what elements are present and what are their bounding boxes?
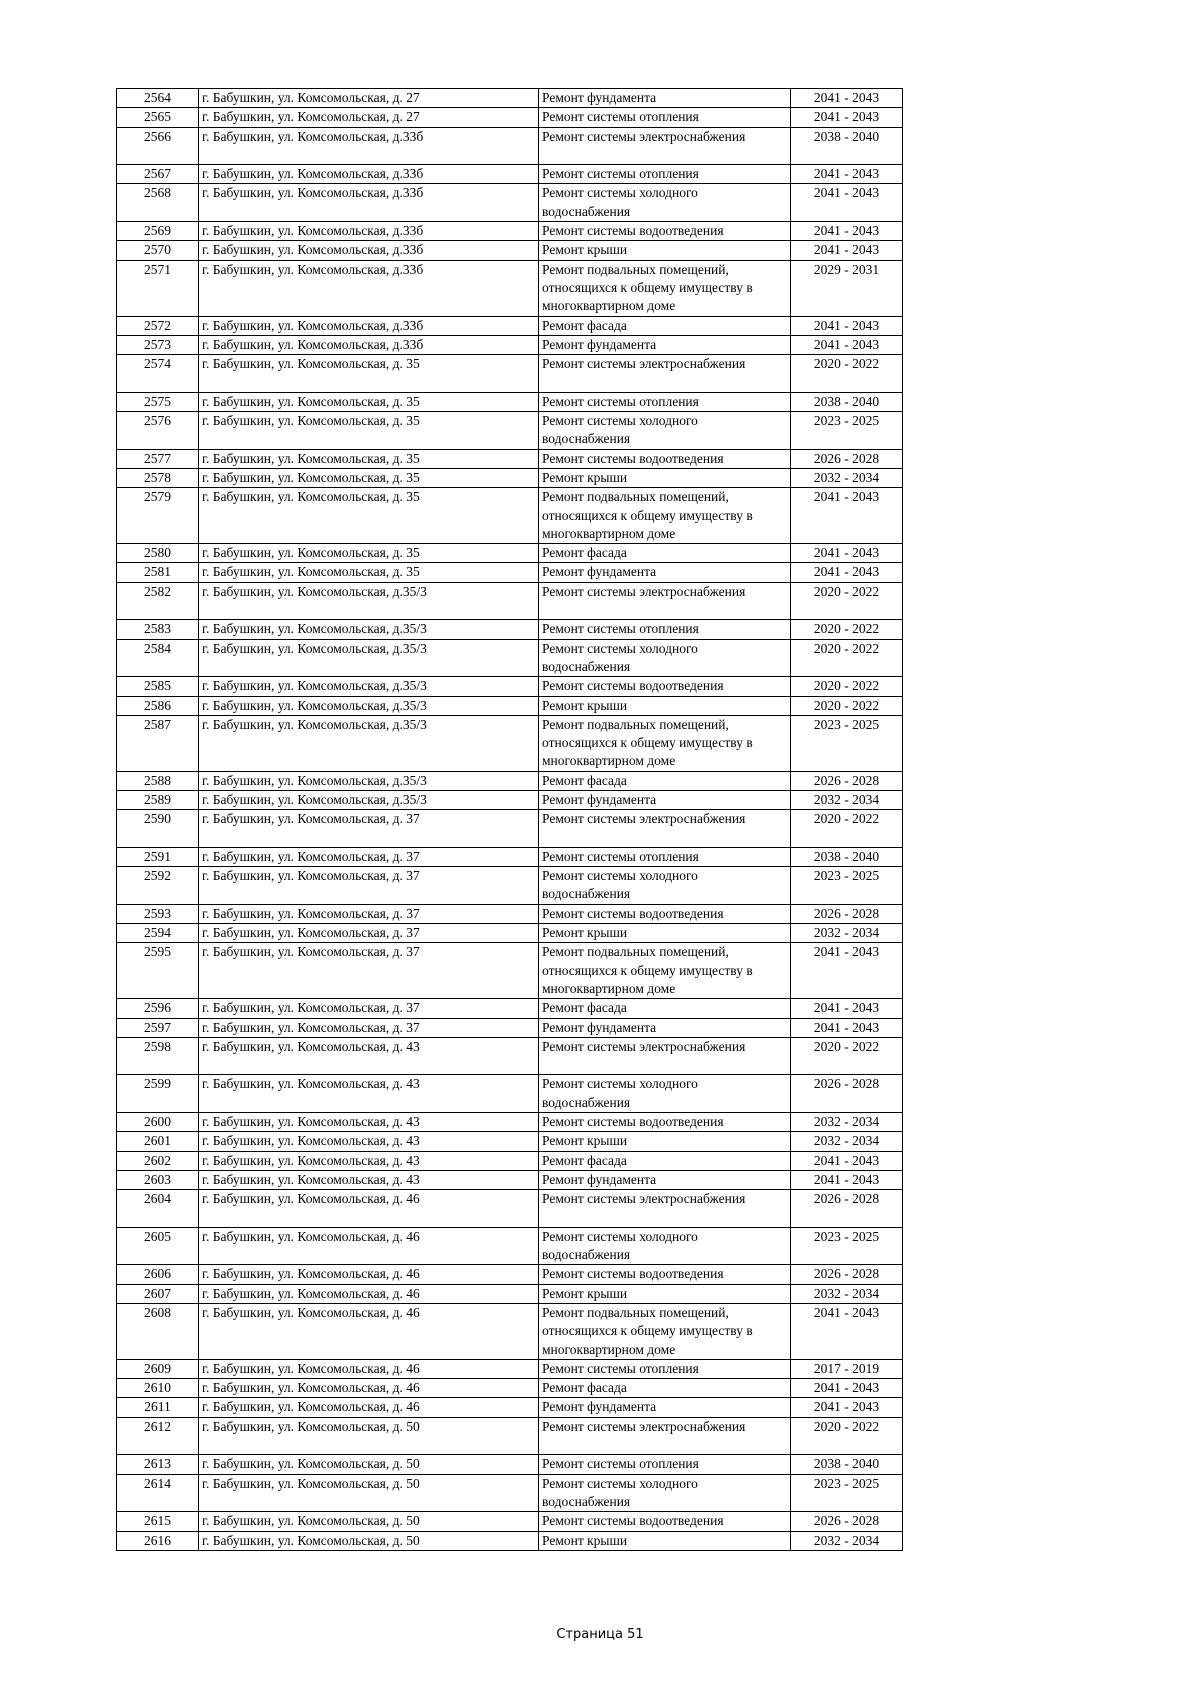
address-cell: г. Бабушкин, ул. Комсомольская, д. 43 [199,1151,539,1170]
table-row [117,1284,903,1303]
work-type-cell: Ремонт фасада [539,771,791,790]
work-type-cell: Ремонт системы холодного водоснабжения [539,639,791,677]
address-cell: г. Бабушкин, ул. Комсомольская, д. 35 [199,488,539,544]
period-cell: 2026 - 2028 [791,1265,903,1284]
address-cell: г. Бабушкин, ул. Комсомольская, д.33б [199,260,539,316]
address-cell: г. Бабушкин, ул. Комсомольская, д. 46 [199,1284,539,1303]
table-row [117,1227,903,1265]
work-type-cell: Ремонт системы отопления [539,165,791,184]
period-cell: 2041 - 2043 [791,1379,903,1398]
table-row [117,165,903,184]
address-cell: г. Бабушкин, ул. Комсомольская, д. 43 [199,1113,539,1132]
table-row [117,127,903,165]
row-number-cell: 2582 [117,582,199,620]
work-type-cell: Ремонт системы холодного водоснабжения [539,184,791,222]
row-number-cell: 2616 [117,1531,199,1550]
period-cell: 2041 - 2043 [791,184,903,222]
table-row [117,184,903,222]
table-row [117,488,903,544]
table-row [117,620,903,639]
work-type-cell: Ремонт системы электроснабжения [539,1037,791,1075]
period-cell: 2041 - 2043 [791,316,903,335]
period-cell: 2041 - 2043 [791,488,903,544]
work-type-cell: Ремонт системы холодного водоснабжения [539,1474,791,1512]
work-type-cell: Ремонт системы холодного водоснабжения [539,1227,791,1265]
table-row [117,355,903,393]
table-row [117,771,903,790]
work-type-cell: Ремонт системы водоотведения [539,904,791,923]
row-number-cell: 2584 [117,639,199,677]
table-row [117,696,903,715]
address-cell: г. Бабушкин, ул. Комсомольская, д. 43 [199,1075,539,1113]
row-number-cell: 2595 [117,943,199,999]
address-cell: г. Бабушкин, ул. Комсомольская, д. 46 [199,1265,539,1284]
work-type-cell: Ремонт системы электроснабжения [539,1190,791,1228]
address-cell: г. Бабушкин, ул. Комсомольская, д. 50 [199,1417,539,1455]
work-type-cell: Ремонт системы водоотведения [539,222,791,241]
table-row [117,810,903,848]
row-number-cell: 2567 [117,165,199,184]
work-type-cell: Ремонт фундамента [539,1170,791,1189]
table-row [117,222,903,241]
row-number-cell: 2585 [117,677,199,696]
work-type-cell: Ремонт подвальных помещений, относящихся к общему имуществу в многоквартирном доме [539,260,791,316]
period-cell: 2041 - 2043 [791,241,903,260]
period-cell: 2041 - 2043 [791,335,903,354]
period-cell: 2026 - 2028 [791,1075,903,1113]
table-row [117,468,903,487]
row-number-cell: 2608 [117,1304,199,1360]
row-number-cell: 2601 [117,1132,199,1151]
work-type-cell: Ремонт системы отопления [539,847,791,866]
table-row [117,89,903,108]
period-cell: 2032 - 2034 [791,1132,903,1151]
address-cell: г. Бабушкин, ул. Комсомольская, д.35/3 [199,677,539,696]
table-row [117,1398,903,1417]
period-cell: 2038 - 2040 [791,392,903,411]
row-number-cell: 2609 [117,1359,199,1378]
work-type-cell: Ремонт системы холодного водоснабжения [539,1075,791,1113]
work-type-cell: Ремонт системы водоотведения [539,677,791,696]
address-cell: г. Бабушкин, ул. Комсомольская, д. 50 [199,1455,539,1474]
table-row [117,943,903,999]
row-number-cell: 2564 [117,89,199,108]
work-type-cell: Ремонт крыши [539,1284,791,1303]
page-number: Страница 51 [556,1627,644,1642]
table-row [117,260,903,316]
work-type-cell: Ремонт фундамента [539,563,791,582]
period-cell: 2041 - 2043 [791,1304,903,1360]
address-cell: г. Бабушкин, ул. Комсомольская, д. 46 [199,1190,539,1228]
row-number-cell: 2602 [117,1151,199,1170]
address-cell: г. Бабушкин, ул. Комсомольская, д.35/3 [199,639,539,677]
work-type-cell: Ремонт подвальных помещений, относящихся к общему имуществу в многоквартирном доме [539,943,791,999]
table-row [117,1417,903,1455]
address-cell: г. Бабушкин, ул. Комсомольская, д. 35 [199,468,539,487]
period-cell: 2041 - 2043 [791,1018,903,1037]
row-number-cell: 2606 [117,1265,199,1284]
row-number-cell: 2600 [117,1113,199,1132]
work-type-cell: Ремонт системы водоотведения [539,1113,791,1132]
table-row [117,316,903,335]
table-row [117,677,903,696]
row-number-cell: 2594 [117,924,199,943]
row-number-cell: 2575 [117,392,199,411]
row-number-cell: 2607 [117,1284,199,1303]
work-type-cell: Ремонт системы водоотведения [539,1512,791,1531]
address-cell: г. Бабушкин, ул. Комсомольская, д. 35 [199,392,539,411]
address-cell: г. Бабушкин, ул. Комсомольская, д.35/3 [199,771,539,790]
address-cell: г. Бабушкин, ул. Комсомольская, д. 35 [199,563,539,582]
address-cell: г. Бабушкин, ул. Комсомольская, д.33б [199,335,539,354]
address-cell: г. Бабушкин, ул. Комсомольская, д.33б [199,184,539,222]
table-row [117,1037,903,1075]
table-row [117,1075,903,1113]
work-type-cell: Ремонт системы отопления [539,1455,791,1474]
row-number-cell: 2578 [117,468,199,487]
address-cell: г. Бабушкин, ул. Комсомольская, д.35/3 [199,620,539,639]
table-row [117,999,903,1018]
row-number-cell: 2614 [117,1474,199,1512]
table-row [117,1151,903,1170]
address-cell: г. Бабушкин, ул. Комсомольская, д. 35 [199,355,539,393]
work-type-cell: Ремонт фасада [539,1379,791,1398]
work-type-cell: Ремонт фундамента [539,1398,791,1417]
period-cell: 2041 - 2043 [791,1170,903,1189]
work-type-cell: Ремонт фундамента [539,1018,791,1037]
work-type-cell: Ремонт подвальных помещений, относящихся к общему имуществу в многоквартирном доме [539,488,791,544]
address-cell: г. Бабушкин, ул. Комсомольская, д. 35 [199,449,539,468]
row-number-cell: 2603 [117,1170,199,1189]
period-cell: 2041 - 2043 [791,563,903,582]
row-number-cell: 2610 [117,1379,199,1398]
row-number-cell: 2593 [117,904,199,923]
row-number-cell: 2612 [117,1417,199,1455]
address-cell: г. Бабушкин, ул. Комсомольская, д. 46 [199,1359,539,1378]
period-cell: 2041 - 2043 [791,165,903,184]
address-cell: г. Бабушкин, ул. Комсомольская, д.35/3 [199,582,539,620]
row-number-cell: 2591 [117,847,199,866]
row-number-cell: 2592 [117,867,199,905]
row-number-cell: 2574 [117,355,199,393]
address-cell: г. Бабушкин, ул. Комсомольская, д. 46 [199,1227,539,1265]
row-number-cell: 2568 [117,184,199,222]
work-type-cell: Ремонт системы отопления [539,108,791,127]
row-number-cell: 2572 [117,316,199,335]
period-cell: 2026 - 2028 [791,449,903,468]
row-number-cell: 2604 [117,1190,199,1228]
period-cell: 2023 - 2025 [791,715,903,771]
table-row [117,1379,903,1398]
table-row [117,1474,903,1512]
row-number-cell: 2581 [117,563,199,582]
work-type-cell: Ремонт системы электроснабжения [539,810,791,848]
work-type-cell: Ремонт системы электроснабжения [539,582,791,620]
period-cell: 2041 - 2043 [791,544,903,563]
table-row [117,335,903,354]
table-row [117,904,903,923]
address-cell: г. Бабушкин, ул. Комсомольская, д. 37 [199,924,539,943]
period-cell: 2032 - 2034 [791,790,903,809]
period-cell: 2029 - 2031 [791,260,903,316]
address-cell: г. Бабушкин, ул. Комсомольская, д. 46 [199,1379,539,1398]
table-row [117,924,903,943]
work-type-cell: Ремонт подвальных помещений, относящихся к общему имуществу в многоквартирном доме [539,715,791,771]
period-cell: 2026 - 2028 [791,904,903,923]
period-cell: 2041 - 2043 [791,89,903,108]
row-number-cell: 2605 [117,1227,199,1265]
period-cell: 2020 - 2022 [791,677,903,696]
address-cell: г. Бабушкин, ул. Комсомольская, д. 37 [199,999,539,1018]
period-cell: 2032 - 2034 [791,1284,903,1303]
address-cell: г. Бабушкин, ул. Комсомольская, д. 37 [199,810,539,848]
row-number-cell: 2573 [117,335,199,354]
row-number-cell: 2588 [117,771,199,790]
work-type-cell: Ремонт фасада [539,1151,791,1170]
row-number-cell: 2597 [117,1018,199,1037]
period-cell: 2041 - 2043 [791,108,903,127]
address-cell: г. Бабушкин, ул. Комсомольская, д. 37 [199,867,539,905]
period-cell: 2041 - 2043 [791,222,903,241]
row-number-cell: 2570 [117,241,199,260]
address-cell: г. Бабушкин, ул. Комсомольская, д.35/3 [199,715,539,771]
table-row [117,544,903,563]
work-type-cell: Ремонт крыши [539,924,791,943]
period-cell: 2026 - 2028 [791,771,903,790]
period-cell: 2041 - 2043 [791,1398,903,1417]
row-number-cell: 2587 [117,715,199,771]
period-cell: 2026 - 2028 [791,1190,903,1228]
period-cell: 2023 - 2025 [791,1474,903,1512]
work-type-cell: Ремонт крыши [539,468,791,487]
period-cell: 2041 - 2043 [791,999,903,1018]
period-cell: 2017 - 2019 [791,1359,903,1378]
address-cell: г. Бабушкин, ул. Комсомольская, д.33б [199,222,539,241]
period-cell: 2038 - 2040 [791,127,903,165]
table-row [117,1132,903,1151]
work-type-cell: Ремонт системы электроснабжения [539,1417,791,1455]
row-number-cell: 2615 [117,1512,199,1531]
address-cell: г. Бабушкин, ул. Комсомольская, д. 43 [199,1132,539,1151]
table-row [117,1455,903,1474]
address-cell: г. Бабушкин, ул. Комсомольская, д. 43 [199,1170,539,1189]
address-cell: г. Бабушкин, ул. Комсомольская, д.35/3 [199,790,539,809]
period-cell: 2041 - 2043 [791,943,903,999]
table-row [117,1190,903,1228]
table-row [117,1170,903,1189]
address-cell: г. Бабушкин, ул. Комсомольская, д. 37 [199,1018,539,1037]
work-type-cell: Ремонт крыши [539,1132,791,1151]
table-row [117,790,903,809]
period-cell: 2032 - 2034 [791,924,903,943]
address-cell: г. Бабушкин, ул. Комсомольская, д. 50 [199,1531,539,1550]
address-cell: г. Бабушкин, ул. Комсомольская, д. 27 [199,108,539,127]
work-type-cell: Ремонт системы электроснабжения [539,127,791,165]
work-type-cell: Ремонт фундамента [539,89,791,108]
period-cell: 2038 - 2040 [791,847,903,866]
row-number-cell: 2579 [117,488,199,544]
period-cell: 2020 - 2022 [791,810,903,848]
period-cell: 2032 - 2034 [791,1531,903,1550]
row-number-cell: 2596 [117,999,199,1018]
table-row [117,847,903,866]
address-cell: г. Бабушкин, ул. Комсомольская, д.33б [199,316,539,335]
work-type-cell: Ремонт фасада [539,544,791,563]
period-cell: 2032 - 2034 [791,468,903,487]
period-cell: 2020 - 2022 [791,582,903,620]
address-cell: г. Бабушкин, ул. Комсомольская, д. 46 [199,1304,539,1360]
work-type-cell: Ремонт фундамента [539,335,791,354]
period-cell: 2020 - 2022 [791,1037,903,1075]
work-type-cell: Ремонт системы водоотведения [539,449,791,468]
table-row [117,867,903,905]
row-number-cell: 2586 [117,696,199,715]
row-number-cell: 2576 [117,412,199,450]
table-row [117,1512,903,1531]
table-row [117,1265,903,1284]
work-type-cell: Ремонт подвальных помещений, относящихся к общему имуществу в многоквартирном доме [539,1304,791,1360]
row-number-cell: 2613 [117,1455,199,1474]
work-type-cell: Ремонт крыши [539,696,791,715]
period-cell: 2020 - 2022 [791,355,903,393]
work-type-cell: Ремонт крыши [539,241,791,260]
row-number-cell: 2565 [117,108,199,127]
table-row [117,563,903,582]
work-type-cell: Ремонт системы холодного водоснабжения [539,412,791,450]
table-row [117,241,903,260]
address-cell: г. Бабушкин, ул. Комсомольская, д. 35 [199,544,539,563]
period-cell: 2032 - 2034 [791,1113,903,1132]
address-cell: г. Бабушкин, ул. Комсомольская, д. 37 [199,904,539,923]
work-type-cell: Ремонт системы водоотведения [539,1265,791,1284]
table-row [117,412,903,450]
address-cell: г. Бабушкин, ул. Комсомольская, д.33б [199,165,539,184]
address-cell: г. Бабушкин, ул. Комсомольская, д. 43 [199,1037,539,1075]
work-type-cell: Ремонт системы отопления [539,620,791,639]
table-row [117,1531,903,1550]
table-row [117,1113,903,1132]
address-cell: г. Бабушкин, ул. Комсомольская, д. 50 [199,1474,539,1512]
table-row [117,1304,903,1360]
table-row [117,715,903,771]
table-row [117,1018,903,1037]
work-type-cell: Ремонт фасада [539,999,791,1018]
table-row [117,392,903,411]
address-cell: г. Бабушкин, ул. Комсомольская, д. 27 [199,89,539,108]
period-cell: 2020 - 2022 [791,639,903,677]
address-cell: г. Бабушкин, ул. Комсомольская, д. 46 [199,1398,539,1417]
table-row [117,449,903,468]
table-row [117,639,903,677]
period-cell: 2023 - 2025 [791,867,903,905]
work-type-cell: Ремонт системы отопления [539,392,791,411]
table-row [117,582,903,620]
period-cell: 2020 - 2022 [791,620,903,639]
row-number-cell: 2569 [117,222,199,241]
address-cell: г. Бабушкин, ул. Комсомольская, д. 37 [199,943,539,999]
period-cell: 2041 - 2043 [791,1151,903,1170]
row-number-cell: 2599 [117,1075,199,1113]
row-number-cell: 2580 [117,544,199,563]
row-number-cell: 2571 [117,260,199,316]
work-type-cell: Ремонт системы электроснабжения [539,355,791,393]
work-type-cell: Ремонт системы отопления [539,1359,791,1378]
period-cell: 2026 - 2028 [791,1512,903,1531]
row-number-cell: 2589 [117,790,199,809]
table-row [117,1359,903,1378]
work-type-cell: Ремонт фасада [539,316,791,335]
row-number-cell: 2577 [117,449,199,468]
address-cell: г. Бабушкин, ул. Комсомольская, д. 37 [199,847,539,866]
work-type-cell: Ремонт системы холодного водоснабжения [539,867,791,905]
row-number-cell: 2598 [117,1037,199,1075]
period-cell: 2020 - 2022 [791,1417,903,1455]
address-cell: г. Бабушкин, ул. Комсомольская, д.33б [199,127,539,165]
address-cell: г. Бабушкин, ул. Комсомольская, д.33б [199,241,539,260]
address-cell: г. Бабушкин, ул. Комсомольская, д. 50 [199,1512,539,1531]
row-number-cell: 2611 [117,1398,199,1417]
row-number-cell: 2583 [117,620,199,639]
row-number-cell: 2590 [117,810,199,848]
work-type-cell: Ремонт крыши [539,1531,791,1550]
address-cell: г. Бабушкин, ул. Комсомольская, д. 35 [199,412,539,450]
period-cell: 2020 - 2022 [791,696,903,715]
period-cell: 2038 - 2040 [791,1455,903,1474]
period-cell: 2023 - 2025 [791,1227,903,1265]
table-body [117,89,903,1551]
row-number-cell: 2566 [117,127,199,165]
work-type-cell: Ремонт фундамента [539,790,791,809]
repair-schedule-table [116,88,903,1551]
period-cell: 2023 - 2025 [791,412,903,450]
address-cell: г. Бабушкин, ул. Комсомольская, д.35/3 [199,696,539,715]
table-row [117,108,903,127]
